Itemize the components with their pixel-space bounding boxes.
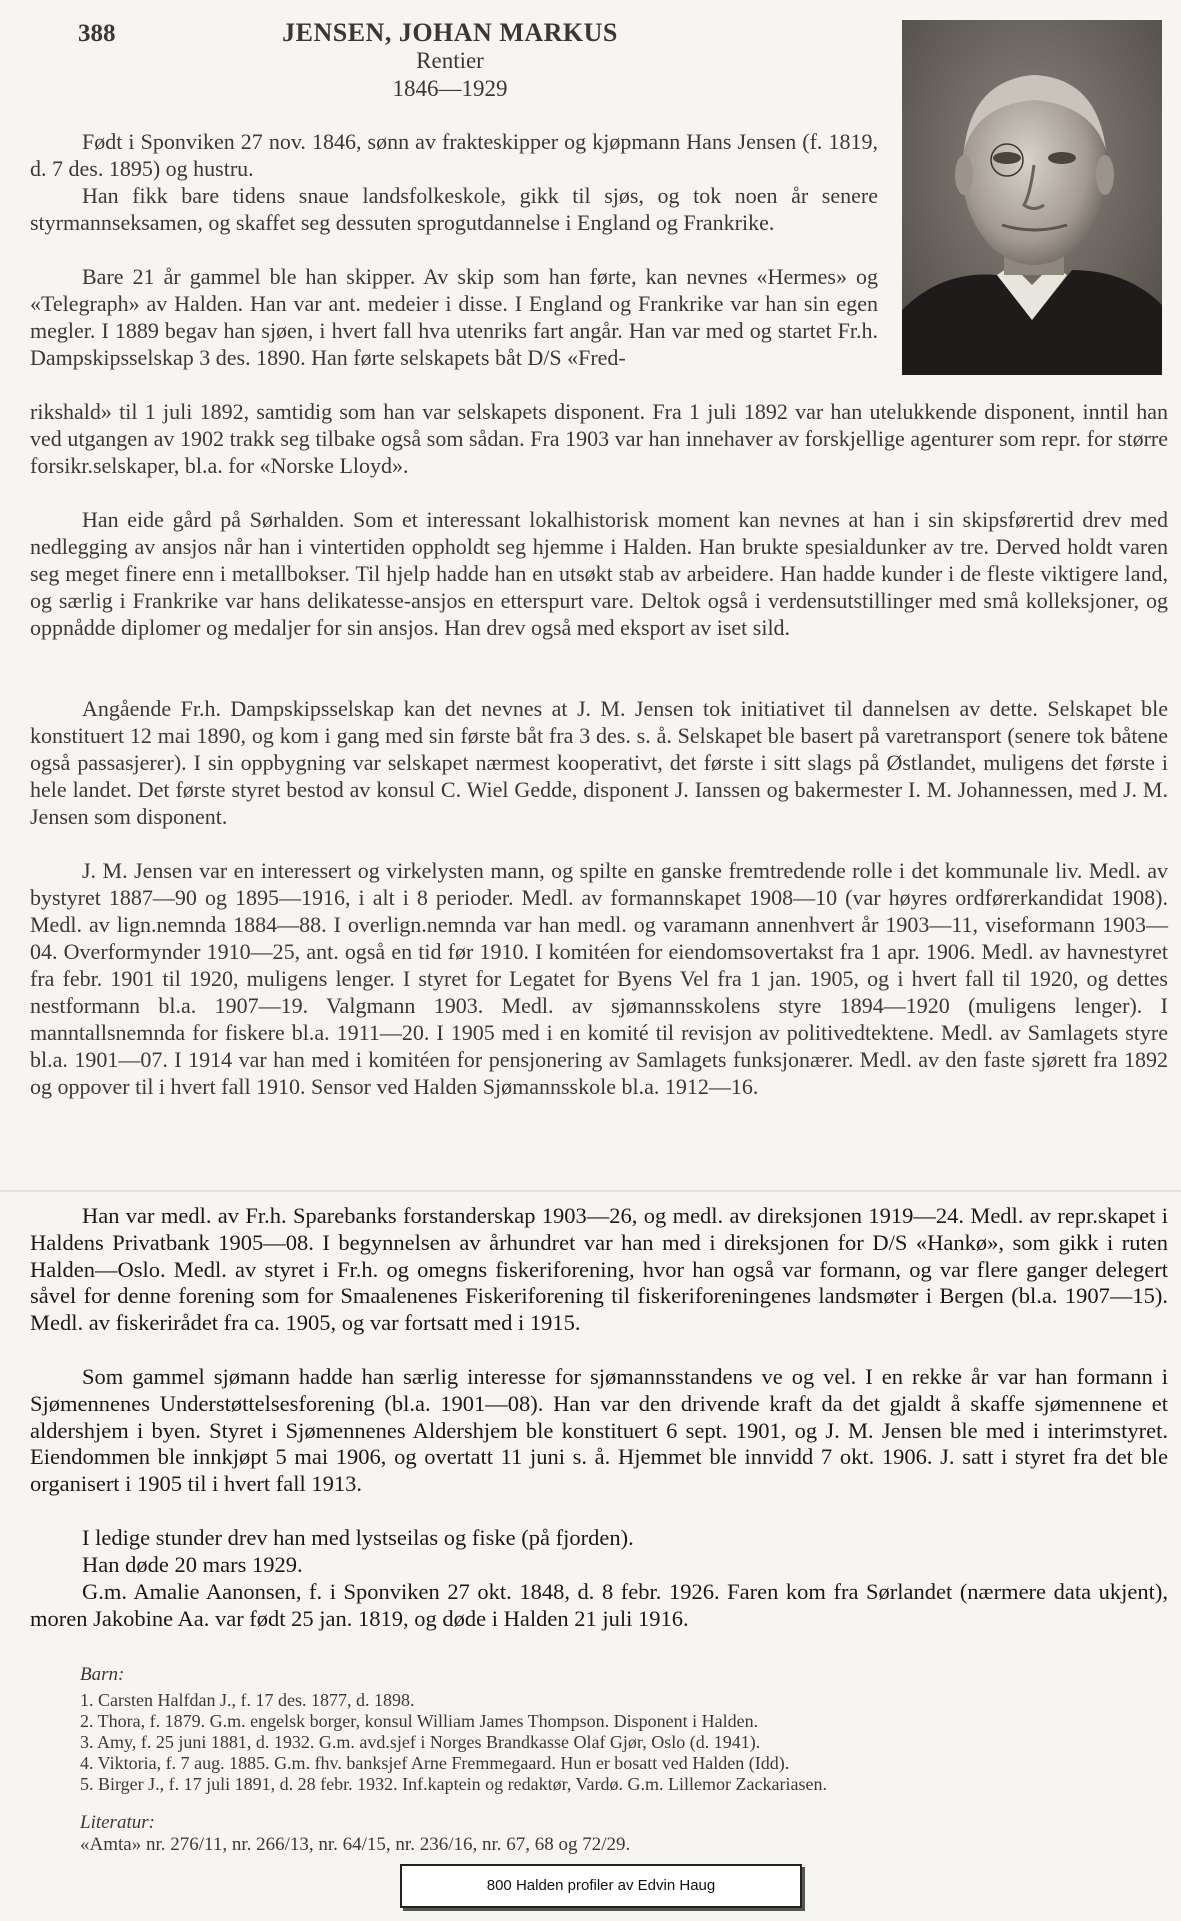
- paragraph-education: Han fikk bare tidens snaue landsfolkeskole, gikk til sjøs, og tok noen år senere styrmannseksamen, og skaffet seg dessuten sprogutdannelse i England og Frankrike.: [30, 183, 878, 235]
- page-divider: [0, 1190, 1181, 1192]
- literature-references: «Amta» nr. 276/11, nr. 266/13, nr. 64/15, nr. 236/16, nr. 67, 68 og 72/29.: [80, 1834, 631, 1855]
- portrait-photo: [902, 20, 1162, 375]
- child-item: 1. Carsten Halfdan J., f. 17 des. 1877, d. 1898.: [80, 1690, 415, 1710]
- child-item: 4. Viktoria, f. 7 aug. 1885. G.m. fhv. banksjef Arne Fremmegaard. Hun er bosatt ved Halden (Idd).: [80, 1753, 790, 1773]
- paragraph-steamship: Angående Fr.h. Dampskipsselskap kan det nevnes at J. M. Jensen tok initiativet til dannelsen av dette. Selskapet ble konstituert 12 mai 1890, og kom i gang med sin første båt fra 3 des. s. å. Selskapet ble basert på varetransport (senere tok båtene også passasjerer). I sin oppbygning var selskapet nærmest kooperativt, det første i sitt slags på Østlandet, muligens det første i hele landet. Det første styret bestod av konsul C. Wiel Gedde, disponent J. Ianssen og bakermester I. M. Johannessen, med J. M. Jensen som disponent.: [30, 696, 1168, 829]
- person-years: 1846—1929: [392, 76, 508, 101]
- page-number: 388: [78, 20, 116, 47]
- paragraph-municipal: J. M. Jensen var en interessert og virkelysten mann, og spilte en ganske fremtredende rolle i det kommunale liv. Medl. av bystyret 1887—90 og 1895—1916, i alt i 8 perioder. Medl. av formannskapet 1908—10 (var høyres ordførerkandidat 1908). Medl. av lign.nemnda 1884—88. I overlign.nemnda var han medl. og varamann annenhvert år 1903—11, viseformann 1903—04. Overformynder 1910—25, ant. også en tid før 1910. I komitéen for eiendomsovertakst fra 1 apr. 1906. Medl. av havnestyret fra febr. 1901 til 1920, muligens lenger. I styret for Legatet for Byens Vel fra 1 jan. 1905, og i hvert fall til 1920, og dettes nestformann bl.a. 1907—19. Valgmann 1903. Medl. av sjømannsskolens styre 1894—1920 (muligens lenger). I manntallsnemnda for fiskere bl.a. 1911—20. I 1905 med i en komité til revisjon av politivedtektene. Medl. av Samlagets styre bl.a. 1901—07. I 1914 var han med i komitéen for pensjonering av Samlagets funksjonærer. Medl. av den faste sjørett fra 1892 og oppover til i hvert fall 1910. Sensor ved Halden Sjømannsskole bl.a. 1912—16.: [30, 858, 1168, 1099]
- child-item: 3. Amy, f. 25 juni 1881, d. 1932. G.m. avd.sjef i Norges Brandkasse Olaf Gjør, Oslo (d. 1941).: [80, 1732, 761, 1752]
- source-footer: 800 Halden profiler av Edvin Haug: [400, 1864, 802, 1908]
- child-item: 5. Birger J., f. 17 juli 1891, d. 28 febr. 1932. Inf.kaptein og redaktør, Vardø. G.m. Lillemor Zackariasen.: [80, 1774, 827, 1794]
- paragraph-banking: Han var medl. av Fr.h. Sparebanks forstanderskap 1903—26, og medl. av direksjonen 1919—24. Medl. av repr.skapet i Haldens Privatbank 1905—08. I begynnelsen av århundret var han med i direksjonen for D/S «Hankø», som gikk i ruten Halden—Oslo. Medl. av styret i Fr.h. og omegns fiskeriforening, hvor han også var formann, og var flere ganger delegert såvel for denne forening som for Smaalenenes Fiskeriforening til fiskeriforeningenes landsmøter i Bergen (bl.a. 1907—15). Medl. av fiskerirådet fra ca. 1905, og var fortsatt med i 1915.: [30, 1203, 1168, 1336]
- portrait-photo-icon: [902, 20, 1162, 375]
- paragraph-career-b: rikshald» til 1 juli 1892, samtidig som han var selskapets disponent. Fra 1 juli 1892 var han utelukkende disponent, inntil han ved utgangen av 1902 trakk seg tilbake også som sådan. Fra 1903 var han innehaver av forskjellige agenturer som repr. for større forsikr.selskaper, bl.a. for «Norske Lloyd».: [30, 399, 1168, 478]
- paragraph-anchovy: Han eide gård på Sørhalden. Som et interessant lokalhistorisk moment kan nevnes at han i sin skipsførertid drev med nedlegging av ansjos når han i vintertiden oppholdt seg hjemme i Halden. Han brukte spesialdunker av tre. Derved holdt varen seg meget finere enn i metallbokser. Til hjelp hadde han en utsøkt stab av arbeidere. Han hadde kunder i de fleste viktigere land, og særlig i Frankrike var hans delikatesse-ansjos en etterspurt vare. Deltok også i verdensutstillinger med små kolleksjoner, og oppnådde diplomer og medaljer for sin ansjos. Han drev også med eksport av iset sild.: [30, 507, 1168, 640]
- paragraph-death: Han døde 20 mars 1929.: [82, 1552, 303, 1577]
- person-occupation: Rentier: [416, 48, 484, 73]
- paragraph-marriage: G.m. Amalie Aanonsen, f. i Sponviken 27 okt. 1848, d. 8 febr. 1926. Faren kom fra Sørlandet (nærmere data ukjent), moren Jakobine Aa. var født 25 jan. 1819, og døde i Halden 21 juli 1916.: [30, 1579, 1168, 1631]
- child-item: 2. Thora, f. 1879. G.m. engelsk borger, konsul William James Thompson. Disponent i Halden.: [80, 1711, 759, 1731]
- paragraph-seamen: Som gammel sjømann hadde han særlig interesse for sjømannsstandens ve og vel. I en rekke år var han formann i Sjømennenes Understøttelsesforening (bl.a. 1901—08). Han var den drivende kraft da det gjaldt å skaffe sjømennene et aldershjem i byen. Styret i Sjømennenes Aldershjem ble konstituert 6 sept. 1901, og J. M. Jensen ble med i interimstyret. Eiendommen ble innkjøpt 5 mai 1906, og overtatt 11 juni s. å. Hjemmet ble innvidd 7 okt. 1906. J. satt i styret fra det ble organisert i 1905 til i hvert fall 1913.: [30, 1364, 1168, 1497]
- paragraph-leisure: I ledige stunder drev han med lystseilas og fiske (på fjorden).: [82, 1525, 634, 1550]
- children-heading: Barn:: [80, 1664, 125, 1685]
- literature-heading: Literatur:: [80, 1812, 155, 1833]
- person-name: JENSEN, JOHAN MARKUS: [282, 18, 618, 47]
- paragraph-career-a: Bare 21 år gammel ble han skipper. Av skip som han førte, kan nevnes «Hermes» og «Telegraph» av Halden. Han var ant. medeier i disse. I England og Frankrike var han sin egen megler. I 1889 begav han sjøen, i hvert fall hva utenriks fart angår. Han var med og startet Fr.h. Dampskipsselskap 3 des. 1890. Han førte selskapets båt D/S «Fred-: [30, 264, 878, 370]
- paragraph-birth: Født i Sponviken 27 nov. 1846, sønn av frakteskipper og kjøpmann Hans Jensen (f. 1819, d. 7 des. 1895) og hustru.: [30, 129, 878, 181]
